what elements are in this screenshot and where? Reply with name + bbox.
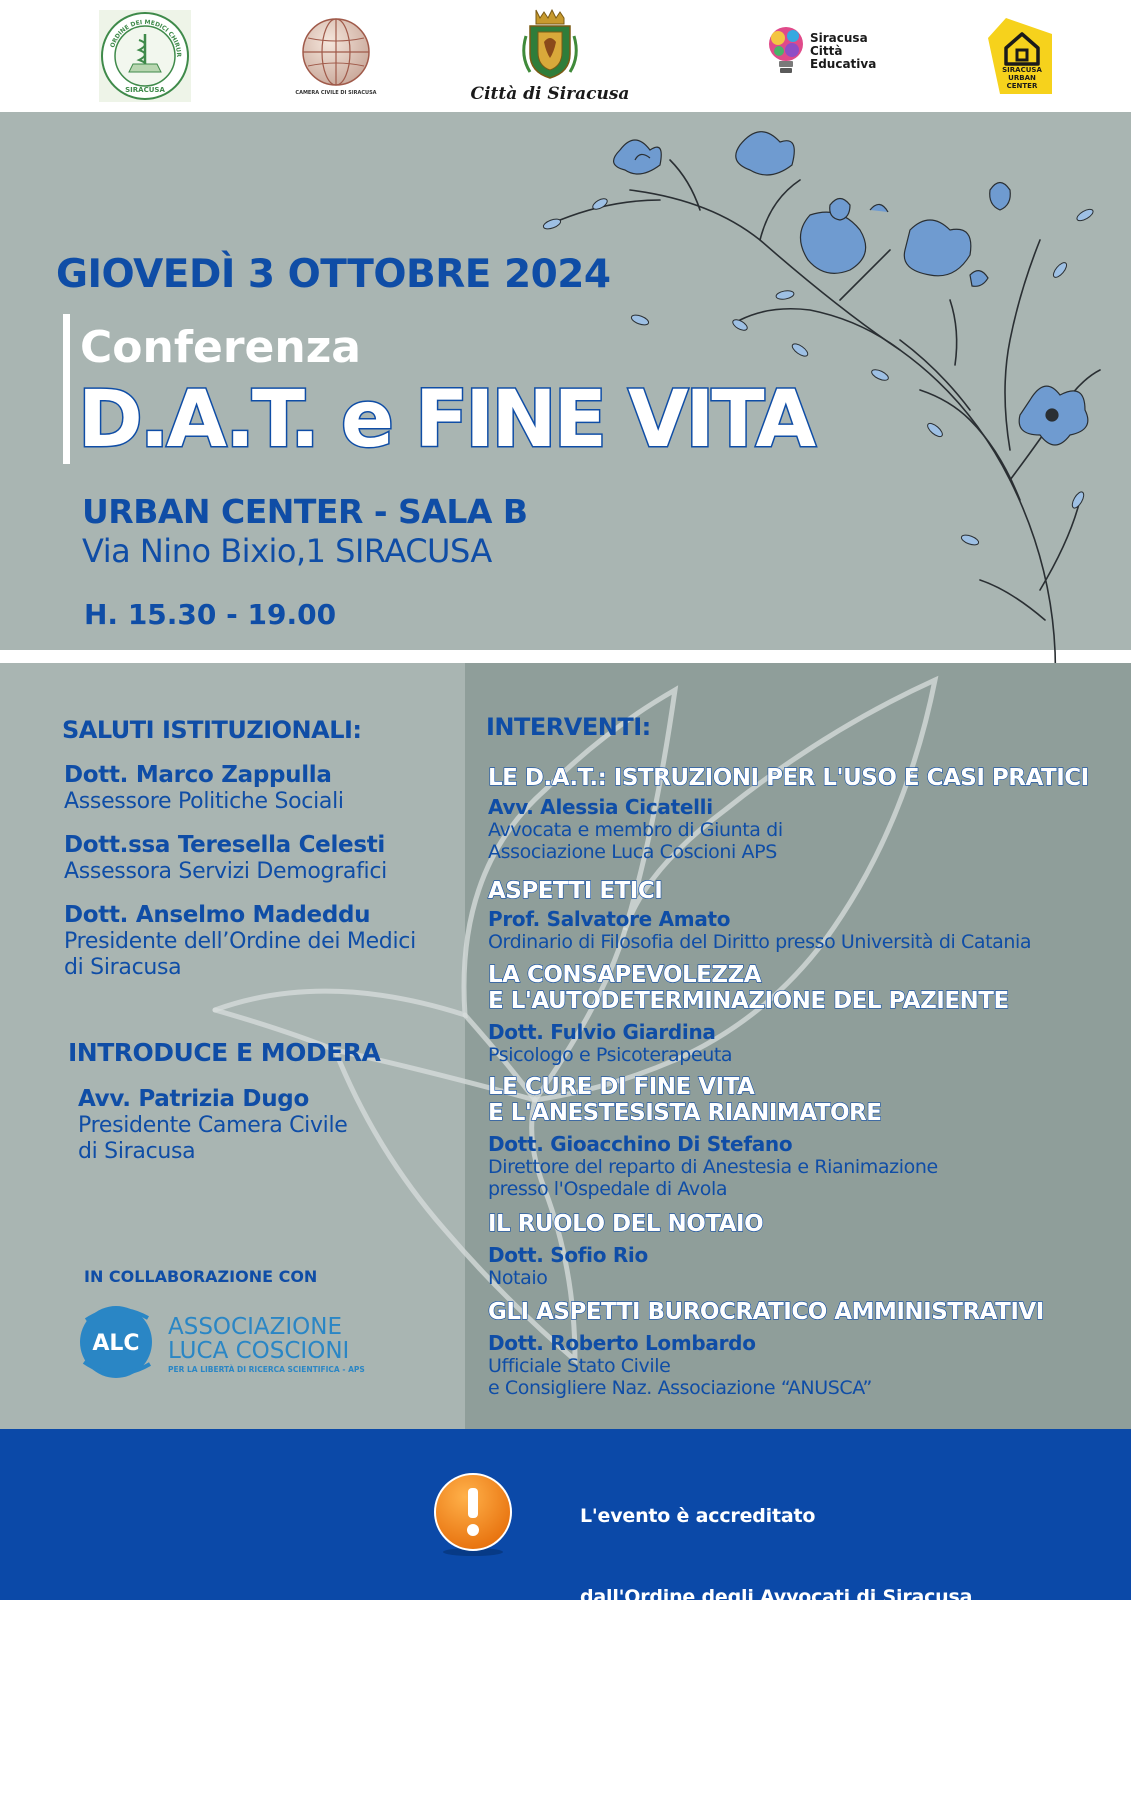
exclamation-icon bbox=[430, 1472, 516, 1558]
ordine-medici-logo bbox=[99, 10, 191, 102]
person-name: Dott. Anselmo Madeddu bbox=[64, 902, 371, 928]
talk-topic: ASPETTI ETICI bbox=[488, 878, 663, 904]
accreditation-line: L'evento è accreditato bbox=[580, 1505, 816, 1527]
talk-speaker bbox=[488, 908, 1128, 953]
event-kicker: Conferenza bbox=[80, 322, 361, 373]
person-role: Presidente dell’Ordine dei Medici bbox=[64, 929, 416, 954]
talk-speaker bbox=[488, 1244, 1128, 1289]
event-time: H. 15.30 - 19.00 bbox=[84, 598, 337, 631]
saluti-person bbox=[64, 901, 454, 981]
alc-logo bbox=[76, 1300, 366, 1384]
camera-caption: CAMERA CIVILE DI SIRACUSA bbox=[295, 90, 377, 96]
speaker-role: Psicologo e Psicoterapeuta bbox=[488, 1044, 733, 1066]
speaker-name: Dott. Fulvio Giardina bbox=[488, 1020, 716, 1044]
camera-civile-logo bbox=[290, 12, 382, 104]
moderator-heading: INTRODUCE E MODERA bbox=[68, 1038, 381, 1067]
svg-text:ORDINE DEI MEDICI CHIRURGHI E: ORDINE DEI MEDICI CHIRUR bbox=[109, 18, 183, 58]
talk-speaker bbox=[488, 1133, 1128, 1200]
person-name: Dott. Marco Zappulla bbox=[64, 762, 332, 788]
collab-heading: IN COLLABORAZIONE CON bbox=[84, 1267, 318, 1286]
accreditation-line: di cui 1 in materia obbligatoria bbox=[580, 1748, 906, 1770]
person-role: Assessora Servizi Demografici bbox=[64, 859, 387, 884]
speaker-name: Dott. Gioacchino Di Stefano bbox=[488, 1132, 793, 1156]
educativa-line1: Siracusa bbox=[810, 31, 868, 45]
speaker-name: Prof. Salvatore Amato bbox=[488, 907, 731, 931]
logo-bar bbox=[0, 0, 1131, 112]
speaker-role: Notaio bbox=[488, 1267, 548, 1289]
saluti-person bbox=[64, 831, 454, 885]
alc-logo-mark-icon bbox=[76, 1300, 366, 1384]
event-address: Via Nino Bixio,1 SIRACUSA bbox=[82, 532, 492, 570]
event-venue: URBAN CENTER - SALA B bbox=[82, 492, 528, 531]
person-name: Dott.ssa Teresella Celesti bbox=[64, 832, 386, 858]
moderator-role: Presidente Camera Civile bbox=[78, 1113, 348, 1138]
moderator-role: di Siracusa bbox=[78, 1139, 196, 1164]
talk-topic: IL RUOLO DEL NOTAIO bbox=[488, 1211, 764, 1237]
event-date: GIOVEDÌ 3 OTTOBRE 2024 bbox=[56, 252, 611, 297]
alc-initials: ALC bbox=[92, 1331, 140, 1356]
citta-caption: Città di Siracusa bbox=[470, 84, 630, 104]
speaker-role: Associazione Luca Coscioni APS bbox=[488, 841, 777, 863]
talk-topic: GLI ASPETTI BUROCRATICO AMMINISTRATIVI bbox=[488, 1299, 1044, 1325]
urban-line1: SIRACUSA bbox=[1002, 66, 1042, 74]
speaker-name: Dott. Roberto Lombardo bbox=[488, 1331, 756, 1355]
title-accent-bar bbox=[63, 314, 70, 464]
accreditation-line: dall'Ordine degli Avvocati di Siracusa bbox=[580, 1586, 973, 1608]
educativa-text bbox=[810, 32, 900, 71]
talk-topic: LE CURE DI FINE VITA bbox=[488, 1074, 755, 1100]
talk-topic: E L'ANESTESISTA RIANIMATORE bbox=[488, 1100, 882, 1126]
saluti-heading: SALUTI ISTITUZIONALI: bbox=[62, 716, 362, 744]
ordine-medici-seal-icon bbox=[99, 10, 191, 102]
citta-siracusa-logo bbox=[470, 6, 630, 106]
interventi-heading: INTERVENTI: bbox=[486, 713, 651, 741]
event-title: D.A.T. e FINE VITA bbox=[78, 375, 813, 465]
talk-topic: LA CONSAPEVOLEZZA bbox=[488, 962, 762, 988]
talk-speaker bbox=[488, 1332, 1128, 1399]
urban-center-logo bbox=[986, 14, 1056, 96]
speaker-role: e Consigliere Naz. Associazione “ANUSCA” bbox=[488, 1377, 872, 1399]
person-role: Assessore Politiche Sociali bbox=[64, 789, 344, 814]
talk-speaker bbox=[488, 796, 1128, 863]
camera-civile-globe-icon bbox=[290, 12, 382, 90]
alc-org-line1: ASSOCIAZIONE bbox=[168, 1314, 342, 1340]
siracusa-citta-educativa-logo bbox=[766, 24, 896, 84]
speaker-role: Avvocata e membro di Giunta di bbox=[488, 819, 783, 841]
moderator-person bbox=[78, 1085, 468, 1165]
educativa-line2: Città bbox=[810, 44, 843, 58]
speaker-role: Direttore del reparto di Anestesia e Rianimazione bbox=[488, 1156, 938, 1178]
speaker-role: presso l'Ospedale di Avola bbox=[488, 1178, 728, 1200]
accreditation-text bbox=[580, 1449, 1120, 1800]
accreditation-line: con 3 crediti formativi bbox=[580, 1667, 820, 1689]
talk-topic: E L'AUTODETERMINAZIONE DEL PAZIENTE bbox=[488, 988, 1009, 1014]
alc-org-line2: LUCA COSCIONI bbox=[168, 1338, 350, 1364]
saluti-person bbox=[64, 761, 454, 815]
talk-topic: LE D.A.T.: ISTRUZIONI PER L'USO E CASI PRATICI bbox=[488, 765, 1089, 791]
urban-text bbox=[1002, 66, 1042, 90]
alc-tagline: PER LA LIBERTÀ DI RICERCA SCIENTIFICA - APS bbox=[168, 1365, 365, 1374]
educativa-line3: Educativa bbox=[810, 57, 877, 71]
moderator-name: Avv. Patrizia Dugo bbox=[78, 1086, 309, 1112]
speaker-role: Ufficiale Stato Civile bbox=[488, 1355, 671, 1377]
talk-speaker bbox=[488, 1021, 1128, 1066]
speaker-name: Avv. Alessia Cicatelli bbox=[488, 795, 713, 819]
medici-caption: SIRACUSA bbox=[125, 86, 165, 94]
speaker-role: Ordinario di Filosofia del Diritto presso Università di Catania bbox=[488, 931, 1032, 953]
speaker-name: Dott. Sofio Rio bbox=[488, 1243, 648, 1267]
person-role: di Siracusa bbox=[64, 955, 182, 980]
urban-line2: URBAN CENTER bbox=[1006, 74, 1038, 90]
lightbulb-icon bbox=[766, 24, 808, 80]
siracusa-coat-of-arms-icon bbox=[470, 6, 630, 82]
